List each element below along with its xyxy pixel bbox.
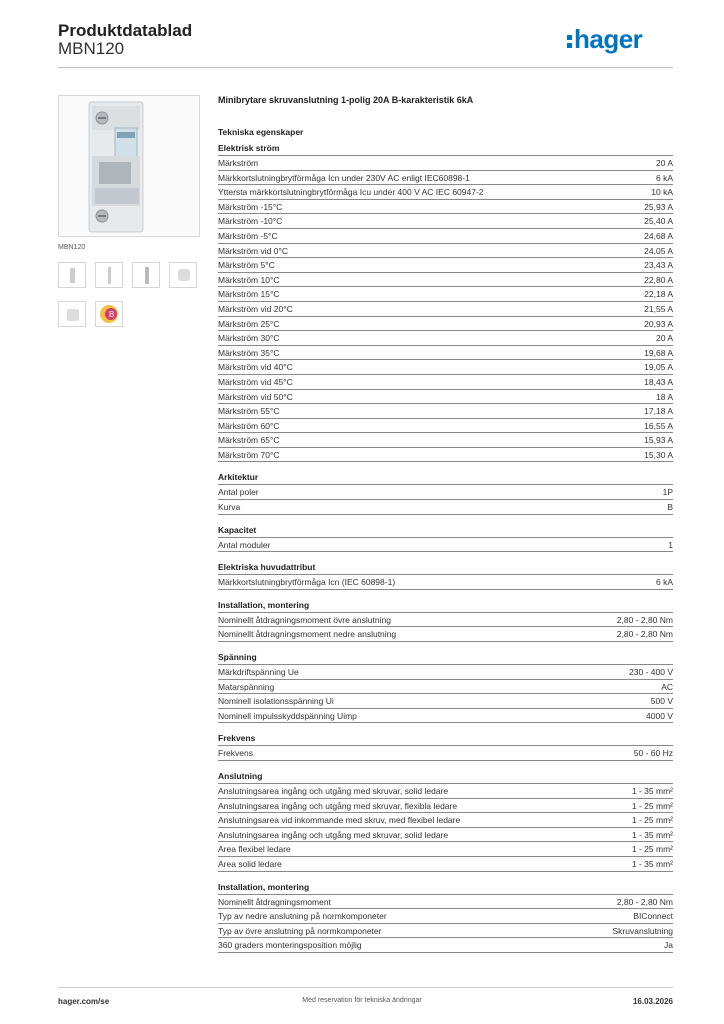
spec-row — [218, 287, 673, 302]
spec-section — [218, 560, 673, 590]
spec-value: 24,05 A — [644, 245, 673, 256]
spec-section — [218, 769, 673, 872]
spec-value: AC — [661, 681, 673, 692]
spec-row — [218, 680, 673, 695]
spec-row — [218, 485, 673, 500]
spec-value: 23,43 A — [644, 260, 673, 271]
spec-label: Märkström 30°C — [218, 333, 280, 344]
spec-value: 19,68 A — [644, 347, 673, 358]
spec-row — [218, 575, 673, 590]
spec-label: Frekvens — [218, 748, 253, 759]
spec-row — [218, 909, 673, 924]
spec-value: 18 A — [655, 391, 673, 402]
spec-row — [218, 185, 673, 200]
spec-label: Märkkortslutningbrytförmåga Icn under 230V AC enligt IEC60898-1 — [218, 172, 470, 183]
spec-label: Matarspänning — [218, 681, 275, 692]
spec-label: Nominell impulsskyddspänning Uimp — [218, 710, 357, 721]
spec-row — [218, 156, 673, 171]
spec-value: 20 A — [655, 333, 673, 344]
spec-row — [218, 746, 673, 761]
spec-value: 1 - 35 mm² — [631, 786, 673, 796]
spec-value: 4000 V — [646, 710, 673, 721]
spec-value: 500 V — [650, 696, 673, 707]
spec-value: 15,30 A — [644, 449, 673, 460]
spec-label: Märkström 65°C — [218, 435, 280, 446]
spec-value: 1 - 25 mm² — [631, 815, 673, 826]
spec-label: Märkström -5°C — [218, 230, 278, 241]
side-view-2-thumb[interactable] — [132, 262, 160, 288]
spec-row — [218, 331, 673, 346]
section-title: Anslutning — [218, 769, 673, 784]
spec-label: Märkström 10°C — [218, 274, 280, 285]
logo-dots-icon — [567, 32, 572, 51]
spec-content — [218, 92, 673, 953]
spec-value: Skruvanslutning — [612, 925, 673, 936]
spec-value: 1 — [668, 539, 673, 550]
spec-row — [218, 171, 673, 186]
spec-section — [218, 650, 673, 723]
spec-row — [218, 665, 673, 680]
spec-value: 18,43 A — [644, 376, 673, 387]
spec-value: 25,40 A — [644, 216, 673, 227]
spec-value: 2,80 - 2,80 Nm — [616, 896, 673, 907]
spec-label: Area solid ledare — [218, 858, 282, 869]
spec-label: Märkström 70°C — [218, 449, 280, 460]
page-title: Produktdatablad — [58, 21, 193, 40]
spec-label: Märkström vid 45°C — [218, 376, 293, 387]
spec-value: 16,55 A — [644, 420, 673, 431]
hager-logo[interactable] — [567, 24, 642, 55]
spec-row — [218, 538, 673, 553]
spec-label: Märkström 15°C — [218, 289, 280, 300]
spec-row — [218, 346, 673, 361]
spec-row — [218, 375, 673, 390]
spec-label: Nominellt åtdragningsmoment nedre anslutning — [218, 629, 397, 640]
spec-value: 20,93 A — [644, 318, 673, 329]
spec-label: Märkström vid 0°C — [218, 245, 288, 256]
spec-row — [218, 229, 673, 244]
spec-section — [218, 880, 673, 953]
spec-label: Märkström 25°C — [218, 318, 280, 329]
spec-label: Märkström 55°C — [218, 406, 280, 417]
spec-label: Kurva — [218, 502, 241, 513]
spec-section — [218, 598, 673, 642]
spec-value: 2,80 - 2,80 Nm — [616, 629, 673, 640]
spec-value: 10 kA — [651, 187, 673, 198]
spec-label: Typ av övre anslutning på normkomponeter — [218, 925, 382, 936]
spec-value: 17,18 A — [644, 406, 673, 417]
spec-label: Märkström 35°C — [218, 347, 280, 358]
spec-section — [218, 470, 673, 514]
eco-badge-thumb[interactable] — [95, 301, 123, 327]
eco-badge-icon — [96, 302, 122, 326]
header-divider — [58, 67, 673, 68]
spec-value: 19,05 A — [644, 362, 673, 373]
spec-label: Anslutningsarea vid inkommande med skruv, med flexibel ledare — [218, 815, 461, 826]
front-view-thumb[interactable] — [58, 262, 86, 288]
spec-value: 1 - 35 mm² — [631, 858, 673, 869]
spec-label: Nominell isolationsspänning Ui — [218, 696, 334, 707]
spec-value: 22,18 A — [644, 289, 673, 300]
spec-value: 6 kA — [655, 172, 673, 183]
spec-label: Anslutningsarea ingång och utgång med skruvar, flexibla ledare — [218, 800, 458, 811]
section-title: Installation, montering — [218, 880, 673, 895]
spec-row — [218, 360, 673, 375]
spec-label: Märkström 5°C — [218, 260, 275, 271]
section-title: Arkitektur — [218, 470, 673, 485]
spec-value: 24,68 A — [644, 230, 673, 241]
spec-value: 25,93 A — [644, 201, 673, 212]
spec-row — [218, 258, 673, 273]
product-image[interactable] — [58, 95, 200, 237]
spec-label: Anslutningsarea ingång och utgång med skruvar, solid ledare — [218, 786, 449, 796]
spec-label: Märkström vid 40°C — [218, 362, 293, 373]
spec-row — [218, 244, 673, 259]
spec-value: 1P — [662, 487, 673, 498]
spec-row — [218, 448, 673, 463]
spec-value: 20 A — [655, 158, 673, 168]
circuit-breaker-image — [59, 96, 199, 236]
section-title: Spänning — [218, 650, 673, 665]
product-image-caption: MBN120 — [58, 244, 86, 251]
spec-label: Nominellt åtdragningsmoment — [218, 896, 331, 907]
spec-row — [218, 709, 673, 724]
spec-row — [218, 799, 673, 814]
section-title: Elektrisk ström — [218, 141, 673, 156]
tech-heading: Tekniska egenskaper — [218, 127, 304, 137]
spec-value: 15,93 A — [644, 435, 673, 446]
spec-row — [218, 404, 673, 419]
spec-value: BIConnect — [633, 911, 673, 922]
spec-row — [218, 433, 673, 448]
footer-divider — [58, 987, 673, 988]
spec-value: 1 - 25 mm² — [631, 800, 673, 811]
spec-label: Märkkortslutningbrytförmåga Icn (IEC 60898-1) — [218, 577, 396, 588]
spec-value: 50 - 60 Hz — [633, 748, 673, 759]
footer-note: Med reservation för tekniska ändringar — [302, 997, 422, 1004]
spec-row — [218, 390, 673, 405]
spec-label: Nominellt åtdragningsmoment övre anslutning — [218, 614, 391, 625]
svg-text:B: B — [109, 310, 115, 319]
spec-label: Typ av nedre anslutning på normkomponeter — [218, 911, 387, 922]
spec-label: Area flexibel ledare — [218, 844, 291, 855]
spec-row — [218, 419, 673, 434]
logo-text: hager — [574, 24, 643, 54]
section-title: Kapacitet — [218, 523, 673, 538]
spec-row — [218, 613, 673, 628]
spec-value: B — [667, 502, 673, 513]
spec-section — [218, 523, 673, 553]
section-title: Elektriska huvudattribut — [218, 560, 673, 575]
spec-label: Märkström -15°C — [218, 201, 283, 212]
spec-row — [218, 857, 673, 872]
spec-sections — [218, 141, 673, 953]
spec-row — [218, 200, 673, 215]
spec-label: 360 graders monteringsposition möjlig — [218, 940, 362, 951]
spec-row — [218, 895, 673, 910]
spec-label: Märkdriftspänning Ue — [218, 667, 299, 678]
spec-section — [218, 731, 673, 761]
spec-label: Märkström vid 50°C — [218, 391, 293, 402]
spec-label: Märkström 60°C — [218, 420, 280, 431]
product-title: Minibrytare skruvanslutning 1-polig 20A B-karakteristik 6kA — [218, 95, 474, 105]
spec-label: Märkström -10°C — [218, 216, 283, 227]
spec-row — [218, 784, 673, 799]
spec-row — [218, 214, 673, 229]
spec-label: Antal poler — [218, 487, 259, 498]
product-code: MBN120 — [58, 39, 125, 58]
side-view-thumb[interactable] — [95, 262, 123, 288]
spec-row — [218, 938, 673, 953]
spec-value: 1 - 35 mm² — [631, 829, 673, 840]
spec-section — [218, 141, 673, 462]
spec-value: 2,80 - 2,80 Nm — [616, 614, 673, 625]
spec-value: 6 kA — [655, 577, 673, 588]
spec-value: 22,80 A — [644, 274, 673, 285]
spec-row — [218, 317, 673, 332]
spec-row — [218, 842, 673, 857]
spec-label: Märkström vid 20°C — [218, 303, 293, 314]
section-title: Frekvens — [218, 731, 673, 746]
spec-label: Yttersta märkkortslutningbrytförmåga Icu under 400 V AC IEC 60947-2 — [218, 187, 484, 198]
footer-date: 16.03.2026 — [632, 997, 673, 1006]
perspective-thumb[interactable] — [58, 301, 86, 327]
angle-view-thumb[interactable] — [169, 262, 197, 288]
section-title: Installation, montering — [218, 598, 673, 613]
spec-row — [218, 500, 673, 515]
spec-value: 1 - 25 mm² — [631, 844, 673, 855]
spec-label: Antal moduler — [218, 539, 271, 550]
spec-row — [218, 694, 673, 709]
spec-row — [218, 627, 673, 642]
spec-value: 230 - 400 V — [629, 667, 673, 678]
spec-value: 21,55 A — [644, 303, 673, 314]
spec-row — [218, 828, 673, 843]
spec-label: Anslutningsarea ingång och utgång med skruvar, solid ledare — [218, 829, 449, 840]
spec-row — [218, 813, 673, 828]
footer-website[interactable]: hager.com/se — [58, 997, 110, 1006]
spec-value: Ja — [664, 940, 673, 951]
spec-row — [218, 924, 673, 939]
spec-row — [218, 273, 673, 288]
spec-label: Märkström — [218, 158, 259, 168]
spec-row — [218, 302, 673, 317]
